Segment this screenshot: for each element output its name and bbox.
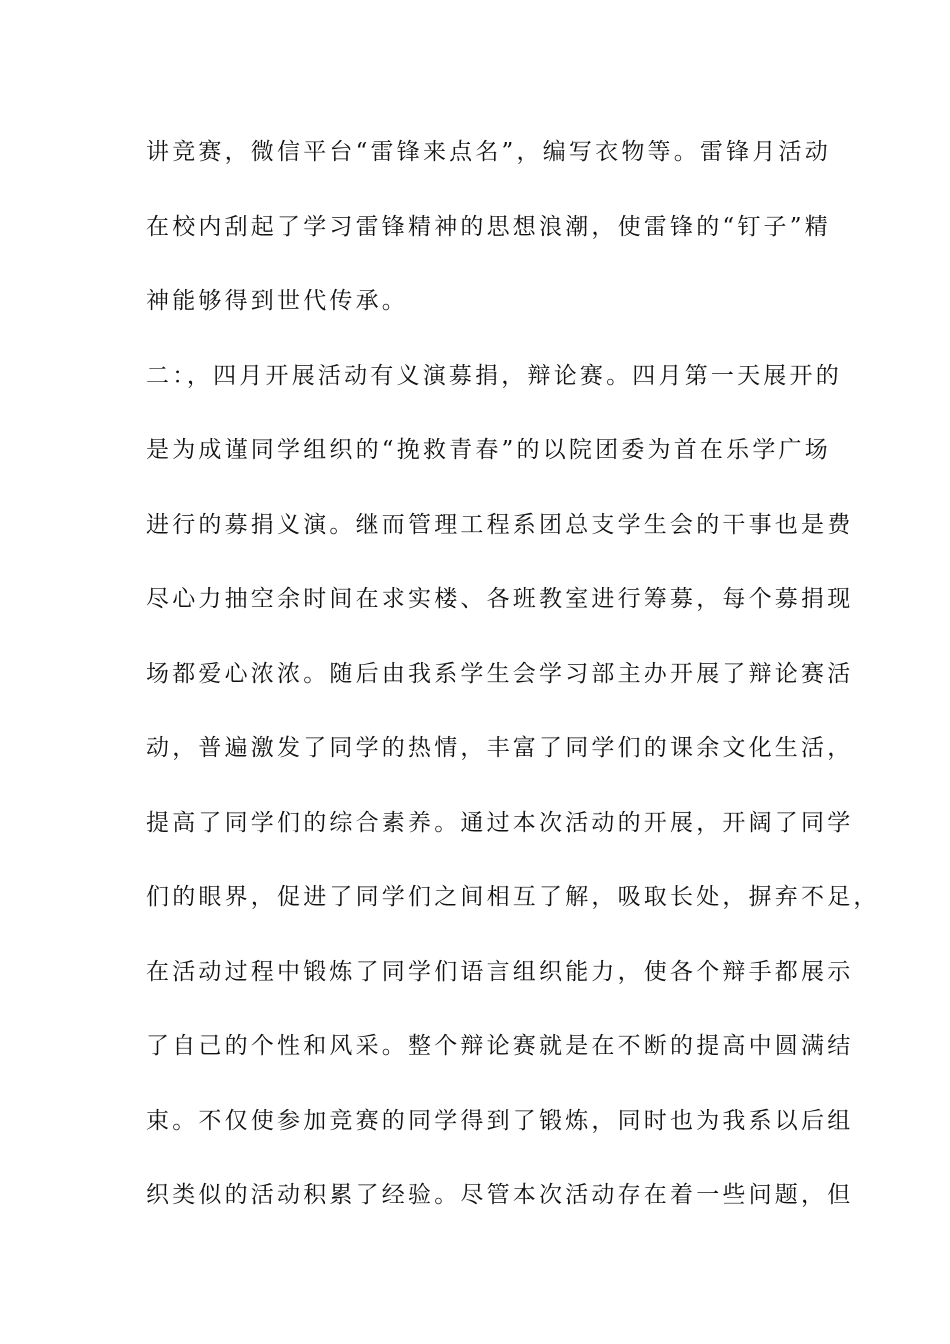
text-line-13: 了自己的个性和风采。整个辩论赛就是在不断的提高中圆满结 xyxy=(146,1033,854,1059)
text-line-14: 束。不仅使参加竞赛的同学得到了锻炼，同时也为我系以后组 xyxy=(146,1107,854,1134)
text-line-10: 提高了同学们的综合素养。通过本次活动的开展，开阔了同学 xyxy=(146,809,854,836)
body-text xyxy=(146,128,880,1246)
text-line-12: 在活动过程中锻炼了同学们语言组织能力，使各个辩手都展示 xyxy=(146,958,854,985)
text-line-3: 神能够得到世代传承。 xyxy=(146,288,408,314)
text-line-15: 织类似的活动积累了经验。尽管本次活动存在着一些问题，但 xyxy=(146,1182,854,1208)
text-line-8: 场都爱心浓浓。随后由我系学生会学习部主办开展了辩论赛活 xyxy=(146,660,854,687)
text-line-7: 尽心力抽空余时间在求实楼、各班教室进行筹募，每个募捐现 xyxy=(146,586,854,612)
text-line-6: 进行的募捐义演。继而管理工程系团总支学生会的干事也是费 xyxy=(146,511,854,538)
text-line-2: 在校内刮起了学习雷锋精神的思想浪潮，使雷锋的“钉子”精 xyxy=(146,213,831,240)
text-line-5: 是为成谨同学组织的“挽救青春”的以院团委为首在乐学广场 xyxy=(146,437,831,463)
text-line-9: 动，普遍激发了同学的热情，丰富了同学们的课余文化生活， xyxy=(146,735,854,761)
text-line-11: 们的眼界，促进了同学们之间相互了解，吸取长处，摒弃不足， xyxy=(146,884,880,910)
text-line-1: 讲竞赛，微信平台“雷锋来点名”，编写衣物等。雷锋月活动 xyxy=(146,139,831,165)
text-line-4: 二：，四月开展活动有义演募捐，辩论赛。四月第一天展开的 xyxy=(146,362,842,389)
